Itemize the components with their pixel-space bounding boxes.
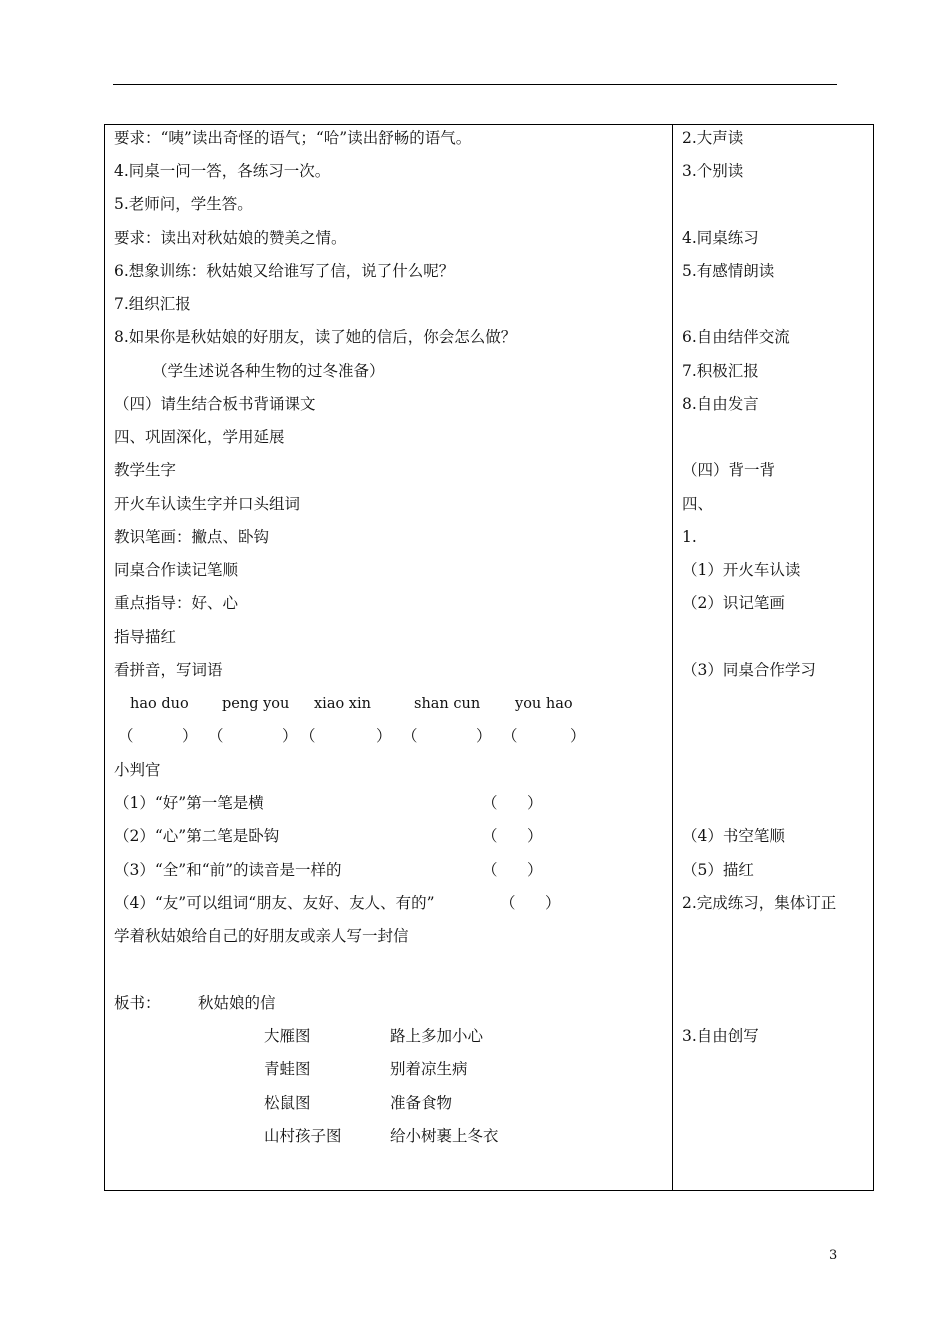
- pinyin-word: peng you: [222, 696, 290, 712]
- text-line: 5.有感情朗读: [682, 262, 775, 280]
- section-heading: 四、巩固深化，学用延展: [114, 428, 285, 446]
- text-line: 3.自由创写: [682, 1027, 759, 1045]
- board-item: 山村孩子图: [264, 1127, 342, 1145]
- text-line: （四）请生结合板书背诵课文: [114, 395, 316, 413]
- text-line: 1.: [682, 528, 697, 546]
- text-line: 学着秋姑娘给自己的好朋友或亲人写一封信: [114, 927, 409, 945]
- text-line: 教学生字: [114, 461, 177, 479]
- blank-open: （: [118, 727, 134, 745]
- text-line: （2）识记笔画: [682, 594, 785, 612]
- text-line: 四、: [682, 495, 714, 513]
- text-line: 2.完成练习，集体订正: [682, 894, 837, 912]
- blank-open: （: [402, 727, 418, 745]
- text-line: 6.想象训练：秋姑娘又给谁写了信，说了什么呢？: [114, 262, 455, 280]
- blank-close: ）: [476, 727, 492, 745]
- judge-answer: （ ）: [482, 827, 543, 845]
- board-item: 松鼠图: [264, 1094, 311, 1112]
- blank-close: ）: [376, 727, 392, 745]
- text-line: 开火车认读生字并口头组词: [114, 495, 301, 513]
- text-line: 看拼音，写词语: [114, 661, 223, 679]
- blank-close: ）: [282, 727, 298, 745]
- page-number: 3: [829, 1248, 838, 1263]
- text-line: 重点指导：好、心: [114, 594, 239, 612]
- text-line: 同桌合作读记笔顺: [114, 561, 239, 579]
- text-line: 8.如果你是秋姑娘的好朋友，读了她的信后，你会怎么做？: [114, 328, 517, 346]
- blank-open: （: [300, 727, 316, 745]
- column-divider: [672, 124, 673, 1191]
- text-line: 8.自由发言: [682, 395, 759, 413]
- pinyin-word: hao duo: [130, 696, 189, 712]
- blank-open: （: [208, 727, 224, 745]
- text-line: 小判官: [114, 761, 161, 779]
- judge-question: （2）“心”第二笔是卧钩: [114, 827, 280, 845]
- text-line: （5）描红: [682, 861, 754, 879]
- text-line: 要求：“咦”读出奇怪的语气；“哈”读出舒畅的语气。: [114, 129, 472, 147]
- text-line: 教识笔画：撇点、卧钩: [114, 528, 270, 546]
- text-line: （四）背一背: [682, 461, 776, 479]
- board-title: 秋姑娘的信: [198, 994, 276, 1012]
- header-rule: [113, 84, 837, 85]
- text-line: 6.自由结伴交流: [682, 328, 790, 346]
- board-item: 青蛙图: [264, 1060, 311, 1078]
- blank-close: ）: [570, 727, 586, 745]
- board-label: 板书：: [114, 994, 161, 1012]
- text-line: （4）书空笔顺: [682, 827, 785, 845]
- blank-open: （: [502, 727, 518, 745]
- text-line: 7.积极汇报: [682, 362, 759, 380]
- judge-answer: （ ）: [482, 794, 543, 812]
- text-line: 要求：读出对秋姑娘的赞美之情。: [114, 229, 347, 247]
- judge-answer: （ ）: [482, 861, 543, 879]
- board-item: 准备食物: [390, 1094, 453, 1112]
- board-item: 大雁图: [264, 1027, 311, 1045]
- text-line: 7.组织汇报: [114, 295, 191, 313]
- text-line: 2.大声读: [682, 129, 744, 147]
- text-line: （3）同桌合作学习: [682, 661, 816, 679]
- text-line: （1）开火车认读: [682, 561, 801, 579]
- board-item: 别着凉生病: [390, 1060, 468, 1078]
- pinyin-word: xiao xin: [314, 696, 371, 712]
- blank-close: ）: [182, 727, 198, 745]
- judge-answer: （ ）: [500, 894, 561, 912]
- text-line: 4.同桌一问一答，各练习一次。: [114, 162, 331, 180]
- text-line: 指导描红: [114, 628, 177, 646]
- pinyin-word: you hao: [515, 696, 573, 712]
- text-line: 3.个别读: [682, 162, 744, 180]
- judge-question: （1）“好”第一笔是横: [114, 794, 264, 812]
- text-line: （学生述说各种生物的过冬准备）: [152, 362, 385, 380]
- pinyin-word: shan cun: [414, 696, 481, 712]
- board-item: 给小树裹上冬衣: [390, 1127, 499, 1145]
- judge-question: （4）“友”可以组词“朋友、友好、友人、有的”: [114, 894, 435, 912]
- judge-question: （3）“全”和“前”的读音是一样的: [114, 861, 342, 879]
- text-line: 5.老师问，学生答。: [114, 195, 253, 213]
- board-item: 路上多加小心: [390, 1027, 484, 1045]
- text-line: 4.同桌练习: [682, 229, 759, 247]
